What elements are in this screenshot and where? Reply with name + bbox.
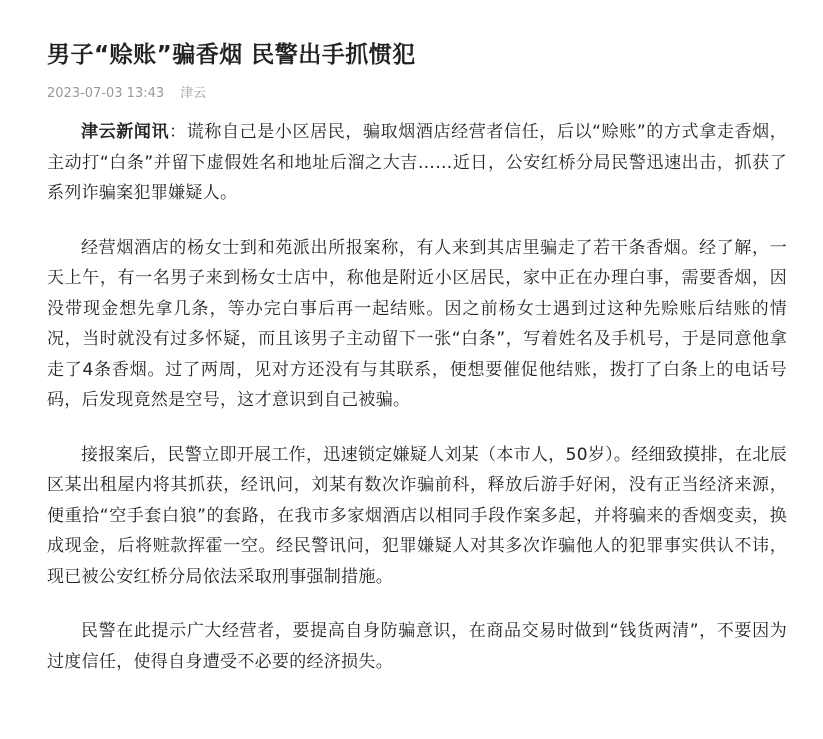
lead-paragraph	[47, 117, 787, 209]
article-title: 男子“赊账”骗香烟 民警出手抓惯犯	[47, 42, 416, 68]
news-source-tag: 津云新闻讯	[81, 122, 170, 142]
article-meta	[47, 84, 787, 104]
article	[47, 0, 787, 677]
paragraph-2: 经营烟酒店的杨女士到和苑派出所报案称，有人来到其店里骗走了若干条香烟。经了解，一天上午，有一名男子来到杨女士店中，称他是附近小区居民，家中正在办理白事，需要香烟，因没带现金想先拿几条，等办完白事后再一起结账。因之前杨女士遇到过这种先赊账后结账的情况，当时就没有过多怀疑，而且该男子主动留下一张“白条”，写着姓名及手机号，于是同意他拿走了4条香烟。过了两周，见对方还没有与其联系，便想要催促他结账，拨打了白条上的电话号码，后发现竟然是空号，这才意识到自己被骗。	[47, 237, 787, 410]
paragraph-3: 接报案后，民警立即开展工作，迅速锁定嫌疑人刘某（本市人，50岁）。经细致摸排，在北辰区某出租屋内将其抓获，经讯问，刘某有数次诈骗前科，释放后游手好闲，没有正当经济来源，便重拾“空手套白狼”的套路，在我市多家烟酒店以相同手段作案多起，并将骗来的香烟变卖，换成现金，后将赃款挥霍一空。经民警讯问，犯罪嫌疑人对其多次诈骗他人的犯罪事实供认不讳，现已被公安红桥分局依法采取刑事强制措施。	[47, 444, 787, 587]
lead-paragraph-text: ：谎称自己是小区居民，骗取烟酒店经营者信任，后以“赊账”的方式拿走香烟，主动打“白条”并留下虚假姓名和地址后溜之大吉……近日，公安红桥分局民警迅速出击，抓获了系列诈骗案犯罪嫌疑人。	[47, 122, 787, 203]
publish-date: 2023-07-03 13:43	[47, 86, 165, 101]
article-source: 津云	[180, 86, 207, 101]
article-body	[47, 117, 787, 677]
paragraph-4: 民警在此提示广大经营者，要提高自身防骗意识，在商品交易时做到“钱货两清”，不要因为过度信任，使得自身遭受不必要的经济损失。	[47, 621, 787, 672]
